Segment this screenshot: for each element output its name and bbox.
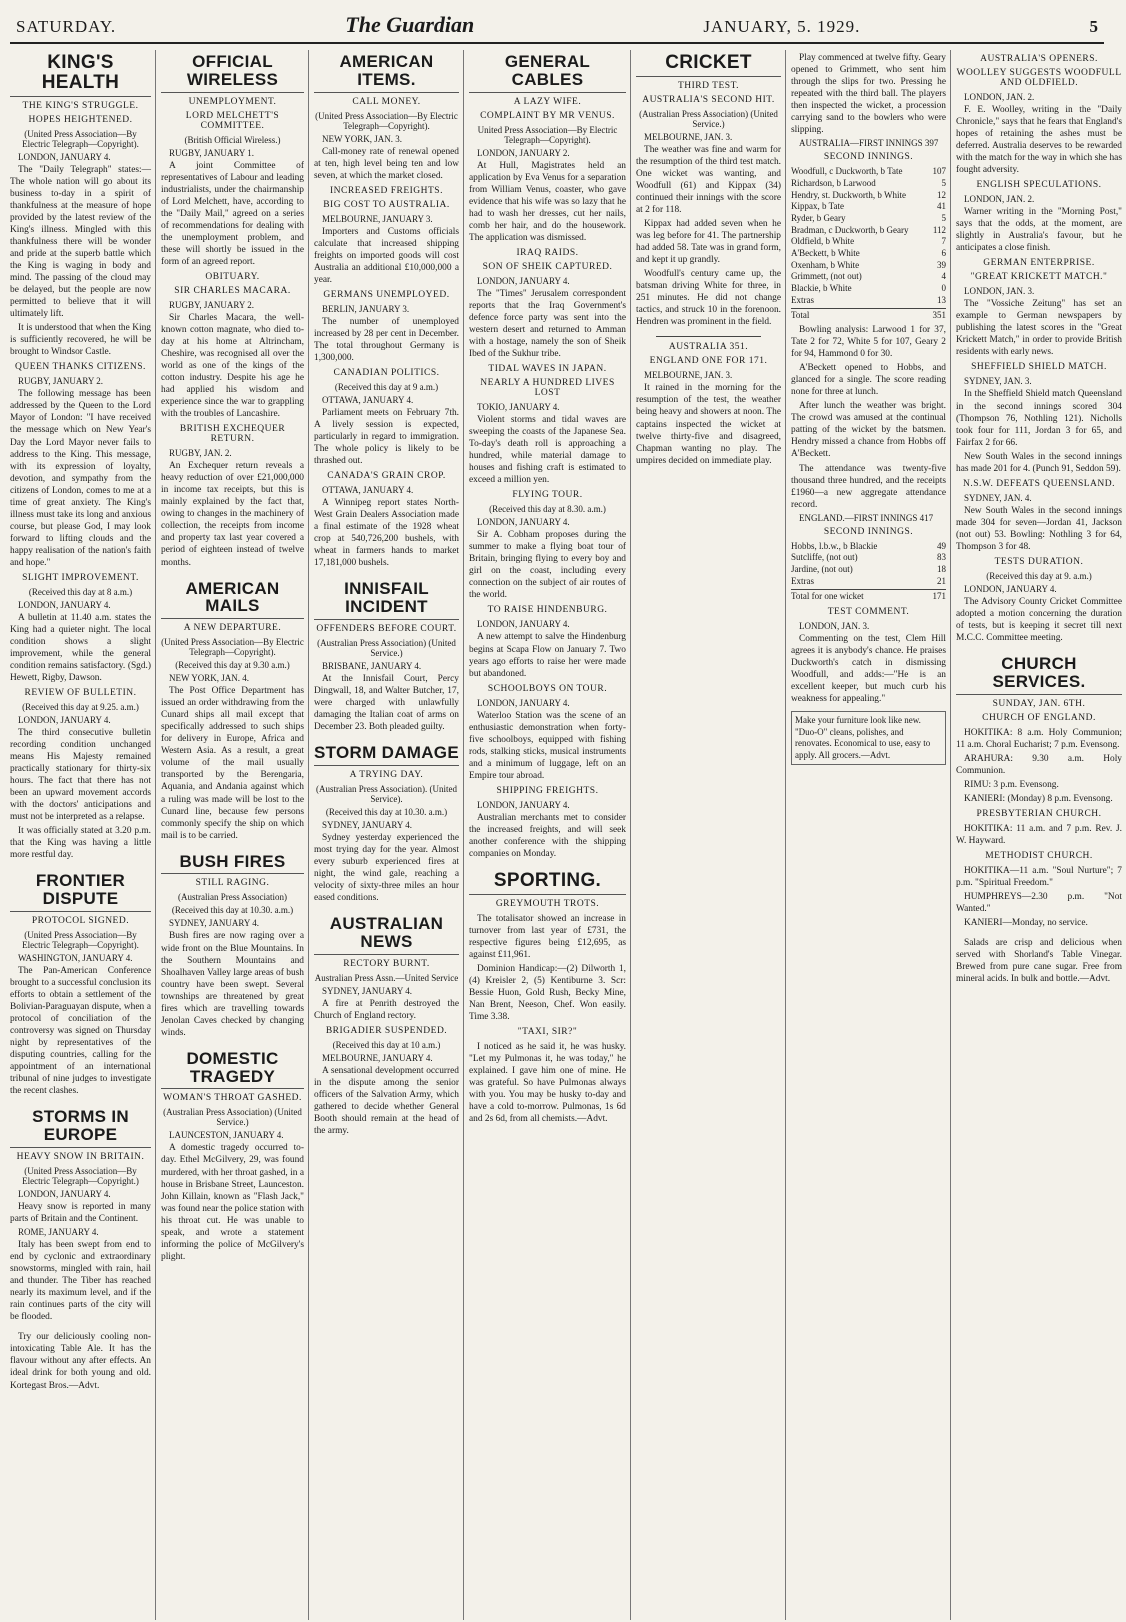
paragraph: ARAHURA: 9.30 a.m. Holy Communion.: [956, 753, 1122, 776]
paragraph: Kippax had added seven when he was leg before for 41. The partnership had added 58. Tate was in grand form, and kept it up grandly.: [636, 219, 781, 266]
paragraph: Sir Charles Macara, the well-known cotton magnate, who died to-day at his home at Altrincham, Cheshire, was recognised all over the world as one of the kings of the cotton industry. Despite his age he had applied his wisdom and experience since the war to grappling with the troubles of Lancashire.: [161, 312, 304, 420]
score-row: [791, 295, 946, 307]
subheading: SECOND INNINGS.: [823, 152, 914, 163]
subheading: QUEEN THANKS CITIZENS.: [15, 362, 146, 373]
subheading: "TAXI, SIR?": [517, 1027, 578, 1038]
article-domestic-tragedy: [161, 1047, 304, 1263]
dateline: ROME, JANUARY 4.: [18, 1227, 99, 1238]
batsman: Bradman, c Duckworth, b Geary: [791, 224, 909, 235]
dateline: LONDON, JANUARY 2.: [477, 147, 570, 158]
paragraph: A bulletin at 11.40 a.m. states the King had a quieter night. The local condition shows a slight improvement, while the general condition remains satisfactory. (Sgd.) Hewett, Rigby, Dawson.: [10, 612, 151, 683]
masthead-year: 5. 1929.: [797, 17, 861, 36]
runs: 7: [941, 236, 946, 247]
subheading: HEAVY SNOW IN BRITAIN.: [16, 1152, 145, 1163]
batsman: Extras: [791, 294, 814, 305]
score-row: [791, 178, 946, 190]
masthead-month: JANUARY,: [703, 17, 792, 36]
paragraph: Australian merchants met to consider the increased freights, and will seek another conference with the shipping companies on Monday.: [469, 812, 626, 859]
batsman: Hobbs, l.b.w., b Blackie: [791, 540, 878, 551]
dateline: MELBOURNE, JAN. 3.: [644, 370, 733, 381]
paragraph: Woodfull's century came up, the batsman driving White for three, in 251 minutes. He did not change tactics, and struck 10 in the forenoon. Hendren was prominent in the field.: [636, 269, 781, 328]
column-4: [469, 50, 631, 1620]
dateline: OTTAWA, JANUARY 4.: [322, 485, 414, 496]
paragraph: New South Wales in the second innings has made 201 for 4. (Punch 91, Seddon 59).: [956, 451, 1122, 474]
score-row: [791, 271, 946, 283]
subheading: OFFENDERS BEFORE COURT.: [316, 624, 457, 635]
credit-line: (British Official Wireless.): [184, 134, 281, 145]
article-cricket-continued: [791, 52, 946, 765]
article-bush-fires: [161, 850, 304, 1039]
runs: 21: [937, 575, 946, 586]
dateline: LONDON, JAN. 2.: [964, 92, 1035, 102]
paragraph: HOKITIKA—11 a.m. "Soul Nurture"; 7 p.m. "Spiritual Freedom.": [956, 865, 1122, 888]
headline: KING'S HEALTH: [10, 50, 151, 97]
column-6: [791, 50, 951, 1620]
paragraph: KANIERI—Monday, no service.: [964, 918, 1088, 928]
paragraph: A'Beckett opened to Hobbs, and glanced for a single. The score reading none for three at lunch.: [791, 363, 946, 398]
article-frontier-dispute: [10, 869, 151, 1097]
received-line: (Received this day at 10 a.m.): [332, 1040, 441, 1051]
paragraph: Sydney yesterday experienced the most trying day for the year. Almost every suburb experienced fires at night, the wind gale, reaching a velocity of sixty-three miles an hour eased conditions.: [314, 833, 459, 904]
article-church-services: [956, 652, 1122, 929]
paragraph: The Pan-American Conference brought to a successful conclusion its efforts to obtain a settlement of the Bolivian-Paraguayan dispute, when a protocol of conciliation of the controversy was signed on Thursday night by representatives of the disputing countries, calling for the appointment of an international tribunal of nine judges to investigate the recent clashes.: [10, 966, 151, 1097]
subheading: ENGLAND ONE FOR 171.: [649, 356, 768, 367]
paragraph: It was officially stated at 3.20 p.m. that the King was having a little more restful day.: [10, 826, 151, 861]
headline: FRONTIER DISPUTE: [10, 869, 151, 912]
batsman: Grimmett, (not out): [791, 271, 862, 282]
dateline: LONDON, JANUARY 4.: [18, 151, 111, 162]
batsman: Hendry, st. Duckworth, b White: [791, 189, 906, 200]
credit-line: (Australian Press Association) (United Service.): [163, 1107, 302, 1128]
subheading: TEST COMMENT.: [827, 607, 910, 618]
credit-line: (United Press Association—By Electric Telegraph—Copyright).: [22, 128, 139, 149]
page-number: 5: [1089, 17, 1098, 36]
runs: 83: [937, 552, 946, 563]
paragraph: The number of unemployed increased by 28 per cent in December. The total throughout Germany is 1,300,000.: [314, 316, 459, 364]
subheading: LORD MELCHETT'S COMMITTEE.: [185, 110, 280, 131]
subheading: RECTORY BURNT.: [343, 958, 430, 969]
article-cricket: [636, 50, 781, 328]
dateline: LONDON, JANUARY 4.: [477, 275, 570, 286]
dateline: NEW YORK, JAN. 4.: [169, 673, 249, 684]
runs: 12: [937, 189, 946, 200]
headline: INNISFAIL INCIDENT: [314, 577, 459, 620]
credit-line: Australian Press Assn.—United Service: [314, 972, 459, 983]
dateline: NEW YORK, JAN. 3.: [322, 133, 402, 144]
batsman: Jardine, (not out): [791, 564, 853, 574]
received-line: (Received this day at 9. a.m.): [986, 570, 1092, 581]
dateline: LONDON, JANUARY 4.: [18, 1189, 111, 1200]
advertisement: Make your furniture look like new. "Duo-O" cleans, polishes, and renovates. Economical to use, easy to apply. All grocers.—Advt.: [791, 711, 946, 765]
article-australias-openers: [956, 54, 1122, 644]
received-line: (Received this day at 8.30. a.m.): [489, 504, 606, 515]
subheading: THIRD TEST.: [677, 80, 740, 91]
paragraph: In the Sheffield Shield match Queensland in the second innings scored 304 (Thompson 76, Nothling 121). Nicholls took four for 111, Jordan 3 for 65, and Fairfax 2 for 66.: [956, 389, 1122, 448]
dateline: SYDNEY, JAN. 3.: [964, 376, 1032, 387]
subheading: OBITUARY.: [205, 271, 260, 282]
received-line: (Received this day at 9 a.m.): [334, 382, 439, 393]
headline: GENERAL CABLES: [469, 50, 626, 93]
innings-heading: AUSTRALIA—FIRST INNINGS 397: [799, 138, 939, 149]
dateline: LONDON, JANUARY 4.: [477, 619, 570, 630]
subheading: CHURCH OF ENGLAND.: [982, 712, 1096, 723]
runs: 6: [941, 248, 946, 259]
received-line: (Received this day at 10.30. a.m.): [325, 807, 448, 818]
dateline: LONDON, JANUARY 4.: [477, 517, 570, 528]
subheading: GERMAN ENTERPRISE.: [983, 258, 1095, 269]
dateline: RUGBY, JANUARY 2.: [18, 376, 104, 387]
paragraph: It rained in the morning for the resumption of the test, the weather being heavy and showers at noon. The captains inspected the wicket at twelve thirty-five and disagreed, Chapman wanting no play. The umpires decided on immediate play.: [636, 383, 781, 466]
paragraph: A fire at Penrith destroyed the Church of England rectory.: [314, 998, 459, 1021]
paragraph: The Advisory County Cricket Committee adopted a motion concerning the duration of tests, but is keeping it secret till next M.C.C. Committee meeting.: [956, 596, 1122, 643]
score-total: [791, 589, 946, 603]
runs: 5: [941, 212, 946, 223]
runs: 112: [932, 224, 946, 235]
paragraph: New South Wales in the second innings made 304 for seven—Jordan 41, Jackson (not out) 53. Bowling: Nothling 3 for 64, Thompson 3 for 48.: [956, 505, 1122, 552]
total-runs: 171: [932, 591, 946, 602]
subheading: PRESBYTERIAN CHURCH.: [976, 808, 1102, 819]
article-official-wireless: [161, 50, 304, 569]
subheading: A TRYING DAY.: [349, 770, 424, 781]
subheading: SLIGHT IMPROVEMENT.: [22, 572, 139, 583]
subheading: SIR CHARLES MACARA.: [174, 285, 291, 296]
article-australia-351: [636, 342, 781, 466]
dateline: SYDNEY, JANUARY 4.: [322, 985, 413, 996]
paragraph: Commenting on the test, Clem Hill agrees it is anybody's chance. He praises Duckworth's catch in dismissing Woodfull, and adds:—"He is an excellent keeper, but much curb his weakness for appealing.": [791, 634, 946, 705]
article-australian-news: [314, 912, 459, 1137]
score-row: [791, 225, 946, 237]
score-total: [791, 308, 946, 322]
headline: BUSH FIRES: [161, 850, 304, 875]
paragraph: A sensational development occurred in the dispute among the senior officers of the Salvation Army, which gathered to decide whether General Booth should remain at the head of the army.: [314, 1066, 459, 1137]
paragraph: The following message has been addressed by the Queen to the Lord Mayor of London: "I have received the message which on New Year's Day the Lord Mayor never fails to address to the King. This message, with its expression of loyalty, devotion, and sympathy from the citizens of London, comes to me at a time of great anxiety. The King's illness must take its long and anxious course, but please God, I may look forward to lifting clouds and the happy realisation of the nation's faith and hope.": [10, 389, 151, 568]
subheading: AUSTRALIA 351.: [668, 342, 749, 353]
runs: 49: [937, 540, 946, 551]
paragraph: The "Daily Telegraph" states:—The whole nation will go about its business to-day in a spirit of thankfulness at the measure of hope provided by the latest review of the King's illness. Mingled with this thankfulness there will be wonder and pride at the superb battle which the King is waging in body and mind. The passing of the cloud may be delayed, but the people are now permitted to believe that it will ultimately lift.: [10, 164, 151, 320]
advertisement: Try our deliciously cooling non-intoxicating Table Ale. It has the flavour without any after effects. An ideal drink for both young and old. Kortegast Bros.—Advt.: [10, 1332, 151, 1391]
paragraph: A new attempt to salve the Hindenburg begins at Scapa Flow on January 7. Two years ago efforts to raise her were made but abandoned.: [469, 632, 626, 679]
subheading: NEARLY A HUNDRED LIVES LOST: [480, 378, 615, 399]
paragraph: Sir A. Cobham proposes during the summer to make a flying boat tour of Britain, bringing flying to every boy and girl on the coast, including every connection on the subject of air routes of the world.: [469, 530, 626, 601]
masthead-day: SATURDAY.: [16, 17, 117, 36]
credit-line: (United Press Association—By Electric Telegraph—Copyright).: [315, 110, 458, 131]
paragraph: The third consecutive bulletin recording condition unchanged means His Majesty remained practically stationary for thirty-six hours. The fact that there has not been an upward movement accords with the doctors' anticipations and must not be interpreted as a relapse.: [10, 728, 151, 823]
paragraph: A Winnipeg report states North-West Grain Dealers Association made a final estimate of the 1928 wheat crop at 540,726,200 bushels, with wheat in farmers hands to market 17,181,000 bushels.: [314, 498, 459, 569]
runs: 4: [941, 271, 946, 282]
subheading: N.S.W. DEFEATS QUEENSLAND.: [963, 478, 1115, 489]
subheading: CANADIAN POLITICS.: [333, 368, 440, 379]
column-3: [314, 50, 464, 1620]
column-2: [161, 50, 309, 1620]
subheading: HOPES HEIGHTENED.: [28, 114, 133, 125]
credit-line: United Press Association—By Electric Telegraph—Copyright).: [477, 124, 618, 145]
subheading: CANADA'S GRAIN CROP.: [327, 471, 446, 482]
score-row: [791, 236, 946, 248]
dateline: LONDON, JANUARY 4.: [477, 697, 570, 708]
score-row: [791, 248, 946, 260]
divider: [656, 336, 761, 337]
dateline: MELBOURNE, JAN. 3.: [644, 131, 733, 142]
paragraph: At the Innisfail Court, Percy Dingwall, 18, and Walter Butcher, 17, were charged with unlawfully damaging the Italian coat of arms on December 23. Both pleaded guilty.: [314, 674, 459, 733]
masthead-title: The Guardian: [345, 12, 475, 37]
score-row: [791, 576, 946, 588]
batsman: Oldfield, b White: [791, 236, 855, 247]
credit-line: (United Press Association—By Electric Telegraph—Copyright).: [22, 930, 139, 951]
subheading: TO RAISE HINDENBURG.: [487, 605, 608, 616]
headline: CRICKET: [636, 50, 781, 77]
subheading: WOMAN'S THROAT GASHED.: [163, 1093, 302, 1104]
subheading: A LAZY WIFE.: [513, 96, 582, 107]
subheading: GREYMOUTH TROTS.: [495, 898, 600, 909]
advertisement: I noticed as he said it, he was husky. "Let my Pulmonas it, he was today," he explained. I gave him one of mine. He was grateful. So have Pulmonas always with you. You may be husky to-day and have a cold to-morrow. Pulmonas, 1s 6d and 2s 6d, from all chemists.—Advt.: [469, 1042, 626, 1125]
paragraph: Waterloo Station was the scene of an enthusiastic demonstration when forty-five schoolboys, equipped with fishing rods, stalking sticks, musical instruments and a minimum of luggage, left on an Empire tour abroad.: [469, 710, 626, 781]
masthead-date: [703, 17, 860, 37]
score-row: [791, 564, 946, 576]
paragraph: The attendance was twenty-five thousand three hundred, and the receipts £1960—a new aggregate attendance record.: [791, 463, 946, 510]
score-row: [791, 552, 946, 564]
credit-line: (United Press Association—By Electric Telegraph—Copyright).: [161, 637, 304, 658]
paragraph: The weather was fine and warm for the resumption of the third test match. One wicket was wanting, and Woodfull (61) and Kippax (34) continued their innings with the score at 2 for 118.: [636, 144, 781, 216]
batsman: Kippax, b Tate: [791, 201, 844, 212]
paragraph: Parliament meets on February 7th. A lively session is expected, particularly in regard to immigration. The whole policy is likely to be thrashed out.: [314, 408, 459, 467]
dateline: SYDNEY, JAN. 4.: [964, 492, 1032, 503]
paragraph: The totalisator showed an increase in turnover from last year of £731, the respective figures being £12,695, as against £11,961.: [469, 913, 626, 960]
paragraph: A domestic tragedy occurred to-day. Ethel McGilvery, 29, was found murdered, with her throat gashed, in a house in Brisbane Street, Launceston. John Killain, known as "Flash Jack," was found near the police station with his throat cut. He was unable to speak, and wrote a statement informing the police of McGilvery's plight.: [161, 1143, 304, 1262]
paragraph: HOKITIKA: 8 a.m. Holy Communion; 11 a.m. Choral Eucharist; 7 p.m. Evensong.: [956, 727, 1122, 750]
subheading: INCREASED FREIGHTS.: [330, 185, 443, 196]
subheading: THE KING'S STRUGGLE.: [22, 100, 139, 111]
paragraph: The "Vossiche Zeitung" has set an example to German newspapers by publishing the latest scores in the "Great Krickett Match," in order to provide British residents with early news.: [956, 299, 1122, 358]
score-row: [791, 213, 946, 225]
dateline: LONDON, JANUARY 4.: [18, 599, 111, 610]
score-row: [791, 201, 946, 213]
paragraph: Italy has been swept from end to end by cyclonic and extraordinary snowstorms, mingled with rain, hail and thunder. The Tiber has reached nearly its maximum level, and if the rain continues parts of the city will be flooded.: [10, 1240, 151, 1323]
runs: 0: [941, 283, 946, 294]
subheading: STILL RAGING.: [195, 878, 270, 889]
column-5: [636, 50, 786, 1620]
subheading: PROTOCOL SIGNED.: [31, 916, 130, 927]
paragraph: At Hull, Magistrates held an application by Eva Venus for a separation from William Venus, coaster, who gave evidence that his wife was so lazy that he had to wash her dresses, cut her nails, comb her hair, and do the housework. The application was dismissed.: [469, 160, 626, 243]
subheading: "GREAT KRICKETT MATCH.": [970, 272, 1108, 283]
dateline: BRISBANE, JANUARY 4.: [322, 661, 422, 672]
runs: 39: [937, 259, 946, 270]
subheading: SHIPPING FREIGHTS.: [496, 785, 599, 796]
score-row: [791, 260, 946, 272]
subheading: BIG COST TO AUSTRALIA.: [323, 199, 450, 210]
subheading: TESTS DURATION.: [994, 556, 1084, 567]
scorecard-england: [791, 541, 946, 603]
dateline: OTTAWA, JANUARY 4.: [322, 395, 414, 406]
runs: 18: [937, 564, 946, 574]
headline: AMERICAN MAILS: [161, 577, 304, 620]
subheading: REVIEW OF BULLETIN.: [24, 688, 137, 699]
paragraph: RIMU: 3 p.m. Evensong.: [964, 779, 1059, 790]
article-innisfail-incident: [314, 577, 459, 733]
credit-line: (Australian Press Association) (United Service.): [639, 108, 778, 129]
headline: OFFICIAL WIRELESS: [161, 50, 304, 93]
paragraph: HOKITIKA: 11 a.m. and 7 p.m. Rev. J. W. Hayward.: [956, 823, 1122, 846]
dateline: MELBOURNE, JANUARY 3.: [322, 213, 433, 224]
credit-line: (Australian Press Association) (United Service.): [317, 638, 456, 659]
dateline: RUGBY, JAN. 2.: [169, 448, 232, 459]
paragraph: KANIERI: (Monday) 8 p.m. Evensong.: [964, 793, 1113, 804]
total-runs: 351: [932, 310, 946, 321]
dateline: TOKIO, JANUARY 4.: [477, 402, 560, 413]
received-line: (Received this day at 10.30. a.m.): [171, 905, 294, 916]
paragraph: After lunch the weather was bright. The crowd was amused at the continual patting of the wicket by the batsmen. Hendry missed a chance from Hobbs off A'Beckett.: [791, 401, 946, 460]
scorecard-australia: [791, 166, 946, 322]
subheading: COMPLAINT BY MR VENUS.: [480, 110, 615, 121]
dateline: LONDON, JANUARY 4.: [964, 583, 1057, 594]
paragraph: Bowling analysis: Larwood 1 for 37, Tate 2 for 72, White 5 for 107, Geary 2 for 94, Hammond 0 for 30.: [791, 325, 946, 360]
subheading: UNEMPLOYMENT.: [188, 96, 277, 107]
received-line: (Received this day at 8 a.m.): [28, 586, 133, 597]
paragraph: Play commenced at twelve fifty. Geary opened to Grimmett, who sent him through the slips for two. Pressing he repeated with the third ball. The players then inspected the wicket, a procession carrying sand to the bowlers who were slipping.: [791, 53, 946, 136]
paragraph: Importers and Customs officials calculate that increased shipping freights on imported goods will cost Australia an additional £10,000,000 a year.: [314, 226, 459, 285]
score-row: [791, 283, 946, 295]
subheading: AUSTRALIA'S SECOND HIT.: [642, 94, 775, 105]
column-1: [10, 50, 156, 1620]
batsman: Richardson, b Larwood: [791, 177, 876, 188]
headline: STORMS IN EUROPE: [10, 1105, 151, 1148]
article-american-mails: [161, 577, 304, 842]
paragraph: Heavy snow is reported in many parts of Britain and the Continent.: [10, 1202, 151, 1225]
subheading: BRITISH EXCHEQUER RETURN.: [179, 424, 286, 445]
subheading: SCHOOLBOYS ON TOUR.: [487, 683, 608, 694]
subheading: AUSTRALIA'S OPENERS.: [980, 54, 1098, 64]
paragraph: HUMPHREYS—2.30 p.m. "Not Wanted.": [956, 891, 1122, 914]
subheading: IRAQ RAIDS.: [516, 247, 579, 258]
subheading: SECOND INNINGS.: [823, 526, 914, 537]
received-line: (Received this day at 9.25. a.m.): [22, 702, 139, 713]
score-row: [791, 166, 946, 178]
batsman: Blackie, b White: [791, 283, 852, 294]
score-row: [791, 190, 946, 202]
dateline: WASHINGTON, JANUARY 4.: [18, 953, 133, 964]
subheading: GERMANS UNEMPLOYED.: [323, 289, 450, 300]
paragraph: Bush fires are now raging over a wide front on the Blue Mountains. In the Southern Mountains and Shoalhaven Valley large areas of bush country have been swept. Several townships are threatened by great fires which are travelling towards Jenolan Caves checked by changing winds.: [161, 931, 304, 1038]
subheading: WOOLLEY SUGGESTS WOODFULL AND OLDFIELD.: [956, 68, 1122, 88]
article-general-cables: [469, 50, 626, 860]
batsman: Extras: [791, 575, 814, 586]
total-label: Total for one wicket: [791, 591, 864, 602]
subheading: SON OF SHEIK CAPTURED.: [482, 261, 613, 272]
article-kings-health: [10, 50, 151, 861]
innings-heading: ENGLAND.—FIRST INNINGS 417: [799, 512, 934, 523]
article-storm-damage: [314, 741, 459, 904]
headline: DOMESTIC TRAGEDY: [161, 1047, 304, 1090]
article-american-items: [314, 50, 459, 569]
dateline: LONDON, JANUARY 4.: [18, 715, 111, 726]
subheading: CALL MONEY.: [352, 96, 421, 107]
runs: 5: [941, 177, 946, 188]
headline: STORM DAMAGE: [314, 741, 459, 766]
columns: [10, 50, 1122, 1620]
dateline: RUGBY, JANUARY 2.: [169, 299, 255, 310]
masthead: [10, 12, 1104, 44]
batsman: Oxenham, b White: [791, 259, 860, 270]
batsman: Sutcliffe, (not out): [791, 552, 858, 563]
headline: AUSTRALIAN NEWS: [314, 912, 459, 955]
total-label: Total: [791, 310, 810, 321]
dateline: SYDNEY, JANUARY 4.: [322, 820, 413, 831]
advertisement: Salads are crisp and delicious when served with Shorland's Table Vinegar. Brewed from pure cane sugar. Free from mineral acids. In bulk and bottle.—Advt.: [956, 938, 1122, 985]
subheading: METHODIST CHURCH.: [985, 850, 1093, 861]
column-7: [956, 50, 1126, 1620]
article-storms-europe: [10, 1105, 151, 1323]
subheading: A NEW DEPARTURE.: [183, 623, 282, 634]
dateline: MELBOURNE, JANUARY 4.: [322, 1053, 433, 1064]
batsman: Woodfull, c Duckworth, b Tate: [791, 166, 903, 177]
subheading: BRIGADIER SUSPENDED.: [325, 1026, 448, 1037]
dateline: BERLIN, JANUARY 3.: [322, 303, 410, 314]
paragraph: Warner writing in the "Morning Post," says that the odds, at the moment, are slightly in Australia's favour, but he anticipates a close finish.: [956, 207, 1122, 254]
dateline: LAUNCESTON, JANUARY 4.: [169, 1130, 284, 1141]
subheading: FLYING TOUR.: [512, 490, 583, 501]
paragraph: Dominion Handicap:—(2) Dilworth 1, (4) Kreisler 2, (5) Kentiburne 3. Scr: Bessie Huon, Gold Rush, Becky Mine, Nan Brent, Neeson, Chef. Won easily. Time 3.38.: [469, 963, 626, 1023]
score-row: [791, 541, 946, 553]
runs: 13: [937, 294, 946, 305]
dateline: LONDON, JAN. 3.: [799, 621, 870, 632]
dateline: LONDON, JAN. 2.: [964, 194, 1035, 205]
paragraph: A joint Committee of representatives of Labour and leading industrialists, under the chairmanship of Lord Melchett, have, according to the "Daily Mail," agreed on a series of recommendations for dealing with the unemployment problem, and these will shortly be issued in the form of an agreed report.: [161, 160, 304, 267]
subheading: SUNDAY, JAN. 6TH.: [992, 698, 1086, 709]
received-line: (Received this day at 9.30 a.m.): [175, 660, 290, 671]
runs: 41: [937, 201, 946, 212]
paragraph: The "Times" Jerusalem correspondent reports that the Iraq Government's defence force party was sent into the western desert and returned to Amman with a hostage, namely the son of Sheik Ibed of the Sukhur tribe.: [469, 288, 626, 360]
paragraph: An Exchequer return reveals a heavy reduction of over £21,000,000 in income tax receipts, but this is mainly explained by the fact that, owing to changes in the machinery of collection, the receipts from income and property tax last year covered a period of eighteen instead of twelve months.: [161, 461, 304, 568]
dateline: LONDON, JAN. 3.: [964, 286, 1035, 297]
credit-line: (Australian Press Association). (United Service).: [316, 784, 457, 805]
batsman: Ryder, b Geary: [791, 212, 846, 223]
headline: CHURCH SERVICES.: [956, 652, 1122, 695]
headline: SPORTING.: [469, 868, 626, 895]
runs: 107: [932, 166, 946, 177]
credit-line: (Australian Press Association): [178, 892, 287, 903]
subheading: ENGLISH SPECULATIONS.: [976, 180, 1102, 191]
paragraph: The Post Office Department has issued an order withdrawing from the Cunard ships all mail except that specifically addressed to such ships for delivery in Europe, Africa and Western Asia. As a result, a great volume of the mail usually transported by the Berengaria, Aquania, and Andania against which a ruling was made will be lost to the Cunard line, because few persons commonly specify the ship on which mail is to be carried.: [161, 686, 304, 841]
dateline: LONDON, JANUARY 4.: [477, 799, 570, 810]
subheading: SHEFFIELD SHIELD MATCH.: [971, 362, 1107, 373]
headline: AMERICAN ITEMS.: [314, 50, 459, 93]
paragraph: It is understood that when the King is sufficiently recovered, he will be brought to Windsor Castle.: [10, 323, 151, 358]
paragraph: Call-money rate of renewal opened at ten, high level being ten and low seven, at which the market closed.: [314, 146, 459, 181]
subheading: TIDAL WAVES IN JAPAN.: [488, 364, 607, 375]
paragraph: Violent storms and tidal waves are sweeping the coasts of the Japanese Sea. To-day's death roll is approaching a hundred, while material damage to houses and fishing craft is estimated to exceed a million yen.: [469, 415, 626, 486]
batsman: A'Beckett, b White: [791, 248, 860, 259]
dateline: SYDNEY, JANUARY 4.: [169, 918, 260, 929]
paragraph: F. E. Woolley, writing in the "Daily Chronicle," says that he fears that England's hopes of retaining the ashes must be deferred. Australia deserves to be rewarded with the match for the way in which she has fought adversity.: [956, 105, 1122, 176]
article-sporting: [469, 868, 626, 1125]
credit-line: (United Press Association—By Electric Telegraph—Copyright.): [22, 1166, 139, 1187]
dateline: RUGBY, JANUARY 1.: [169, 147, 255, 158]
